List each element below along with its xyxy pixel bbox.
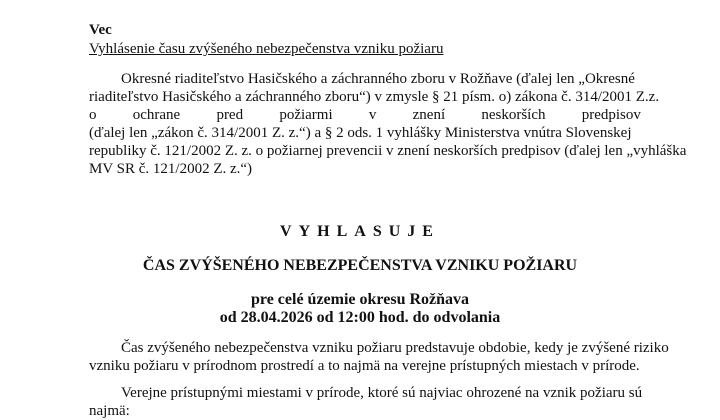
- intro-line-5: republiky č. 121/2002 Z. z. o požiarnej prevencii v znení neskorších predpisov (ďalej len „vyhláška: [89, 143, 687, 159]
- announcement-verb: VYHLASUJE: [280, 223, 440, 240]
- intro-line-1: Okresné riaditeľstvo Hasičského a záchranného zboru v Rožňave (ďalej len „Okresné: [121, 71, 635, 87]
- announcement-title: ČAS ZVÝŠENÉHO NEBEZPEČENSTVA VZNIKU POŽIARU: [142, 257, 578, 274]
- intro-word: ochrane: [132, 107, 181, 123]
- intro-word: pred: [216, 107, 244, 123]
- body-paragraph-2-line-1: Verejne prístupnými miestami v prírode, ktoré sú najviac ohrozené na vznik požiaru sú: [121, 385, 643, 401]
- announcement-period: od 28.04.2026 od 12:00 hod. do odvolania: [219, 309, 501, 326]
- intro-line-3: [89, 106, 641, 124]
- intro-line-2: riaditeľstvo Hasičského a záchranného zboru“) v zmysle § 21 písm. o) zákona č. 314/2001 Z.z.: [89, 89, 660, 105]
- subject-line: Vyhlásenie času zvýšeného nebezpečenstva vzniku požiaru: [89, 41, 444, 57]
- body-paragraph-2-line-2: najmä:: [89, 403, 130, 419]
- intro-word: v: [368, 107, 377, 123]
- intro-word: znení: [412, 107, 446, 123]
- intro-word: predpisov: [581, 107, 641, 123]
- subject-heading: Vec: [89, 22, 112, 38]
- intro-line-4: (ďalej len „zákon č. 314/2001 Z. z.“) a § 2 ods. 1 vyhlášky Ministerstva vnútra Slovenskej: [89, 125, 632, 141]
- announcement-scope: pre celé územie okresu Rožňava: [250, 291, 470, 308]
- intro-word: neskorších: [481, 107, 546, 123]
- body-paragraph-1-line-1: Čas zvýšeného nebezpečenstva vzniku požiaru predstavuje obdobie, kedy je zvýšené riziko: [121, 340, 669, 356]
- intro-word: o: [89, 107, 97, 123]
- intro-word: požiarmi: [279, 107, 333, 123]
- intro-line-6: MV SR č. 121/2002 Z. z.“): [89, 161, 253, 177]
- body-paragraph-1-line-2: vzniku požiaru v prírodnom prostredí a to najmä na verejne prístupných miestach v prírode.: [89, 358, 640, 374]
